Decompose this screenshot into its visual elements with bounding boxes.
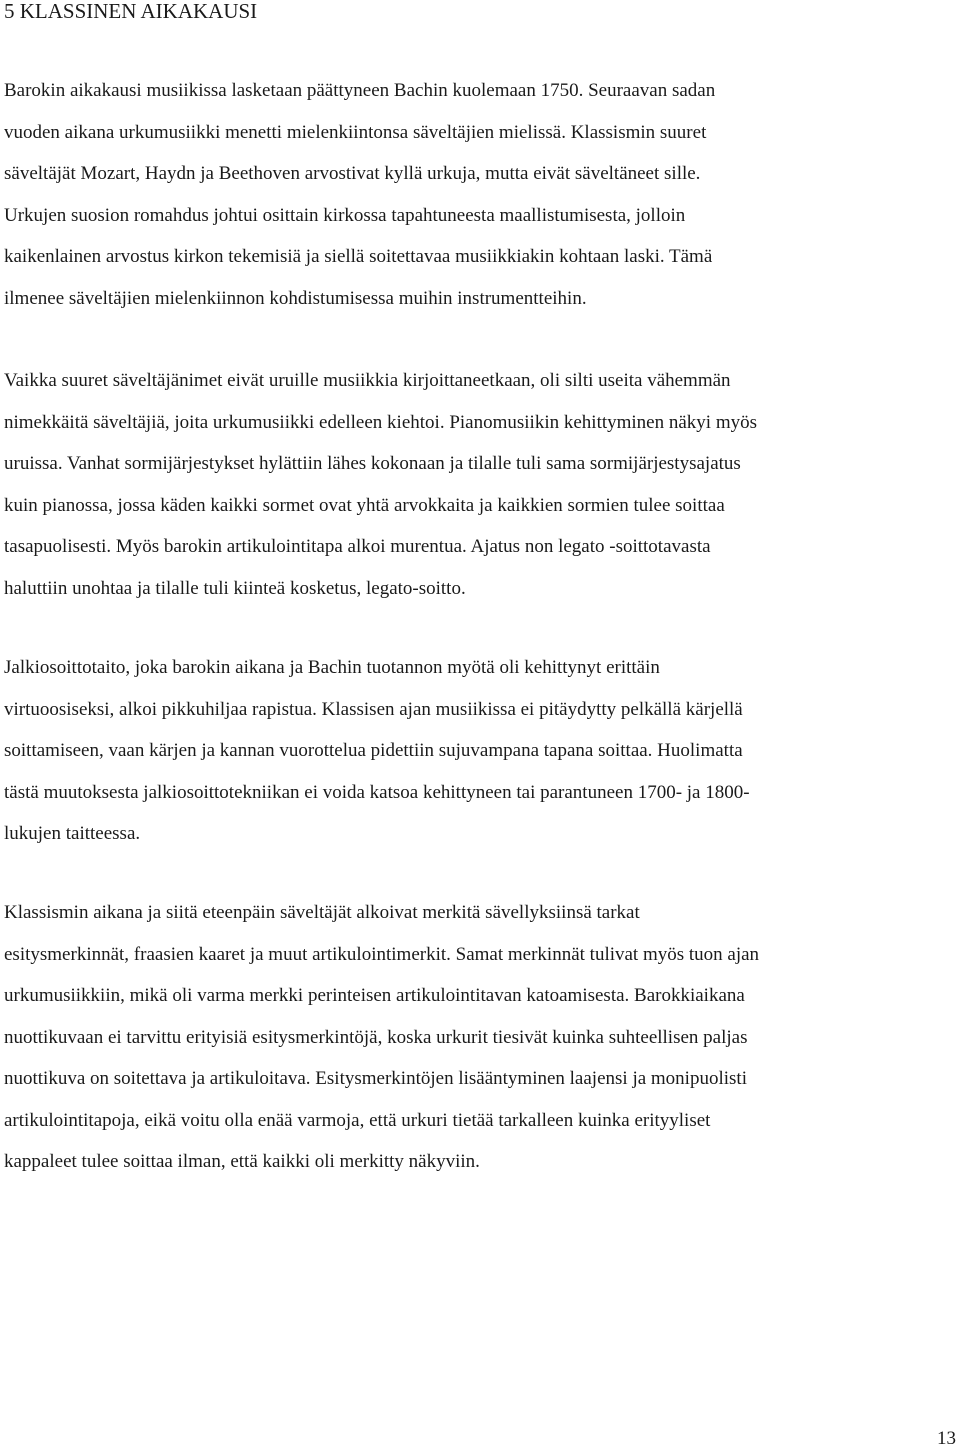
text-line: nuottikuvaan ei tarvittu erityisiä esitysmerkintöjä, koska urkurit tiesivät kuinka suhteellisen paljas — [4, 1026, 748, 1048]
text-line: esitysmerkinnät, fraasien kaaret ja muut artikulointimerkit. Samat merkinnät tulivat myös tuon ajan — [4, 943, 760, 965]
text-line: Vaikka suuret säveltäjänimet eivät uruille musiikkia kirjoittaneetkaan, oli silti useita vähemmän — [4, 370, 731, 391]
text-line: kuin pianossa, jossa käden kaikki sormet ovat yhtä arvokkaita ja kaikkien sormien tulee soittaa — [4, 494, 725, 516]
text-line: ilmenee säveltäjien mielenkiinnon kohdistumisessa muihin instrumentteihin. — [4, 287, 587, 309]
paragraph — [4, 70, 715, 319]
text-line: soittamiseen, vaan kärjen ja kannan vuorottelua pidettiin sujuvampana tapana soittaa. Huolimatta — [4, 740, 743, 761]
text-line: artikulointitapoja, eikä voitu olla enää varmoja, että urkuri tietää tarkalleen kuinka erityyliset — [4, 1109, 711, 1131]
paragraph — [4, 360, 757, 609]
text-line: uruissa. Vanhat sormijärjestykset hylättiin lähes kokonaan ja tilalle tuli sama sormijärjestysajatus — [4, 453, 741, 474]
text-line: Urkujen suosion romahdus johtui osittain kirkossa tapahtuneesta maallistumisesta, jolloin — [4, 204, 686, 226]
page-number: 13 — [937, 1428, 956, 1449]
paragraph — [4, 892, 759, 1183]
text-line: Klassismin aikana ja siitä eteenpäin säveltäjät alkoivat merkitä sävellyksiinsä tarkat — [4, 902, 640, 923]
text-line: vuoden aikana urkumusiikki menetti mielenkiintonsa säveltäjien mielissä. Klassismin suuret — [4, 121, 707, 143]
text-line: Barokin aikakausi musiikissa lasketaan päättyneen Bachin kuolemaan 1750. Seuraavan sadan — [4, 80, 716, 101]
text-line: kaikenlainen arvostus kirkon tekemisiä ja siellä soitettavaa musiikkiakin kohtaan laski. Tämä — [4, 246, 713, 267]
text-line: nimekkäitä säveltäjiä, joita urkumusiikki edelleen kiehtoi. Pianomusiikin kehittyminen näkyi myös — [4, 411, 758, 433]
paragraph — [4, 647, 750, 855]
section-heading: 5 KLASSINEN AIKAKAUSI — [4, 0, 258, 23]
text-line: lukujen taitteessa. — [4, 823, 141, 844]
text-line: tästä muutoksesta jalkiosoittotekniikan ei voida katsoa kehittyneen tai parantuneen 1700- ja 1800- — [4, 781, 750, 803]
text-line: kappaleet tulee soittaa ilman, että kaikki oli merkitty näkyviin. — [4, 1151, 480, 1172]
text-line: urkumusiikkiin, mikä oli varma merkki perinteisen artikulointitavan katoamisesta. Barokkiaikana — [4, 985, 745, 1006]
text-line: Jalkiosoittotaito, joka barokin aikana ja Bachin tuotannon myötä oli kehittynyt erittäin — [4, 657, 660, 678]
text-line: nuottikuva on soitettava ja artikuloitava. Esitysmerkintöjen lisääntyminen laajensi ja monipuolisti — [4, 1068, 747, 1089]
text-line: tasapuolisesti. Myös barokin artikulointitapa alkoi murentua. Ajatus non legato -soittotavasta — [4, 536, 711, 557]
text-line: säveltäjät Mozart, Haydn ja Beethoven arvostivat kyllä urkuja, mutta eivät säveltäneet sille. — [4, 163, 701, 184]
text-line: virtuoosiseksi, alkoi pikkuhiljaa rapistua. Klassisen ajan musiikissa ei pitäydytty pelkällä kärjellä — [4, 698, 743, 720]
text-line: haluttiin unohtaa ja tilalle tuli kiinteä kosketus, legato-soitto. — [4, 577, 466, 599]
